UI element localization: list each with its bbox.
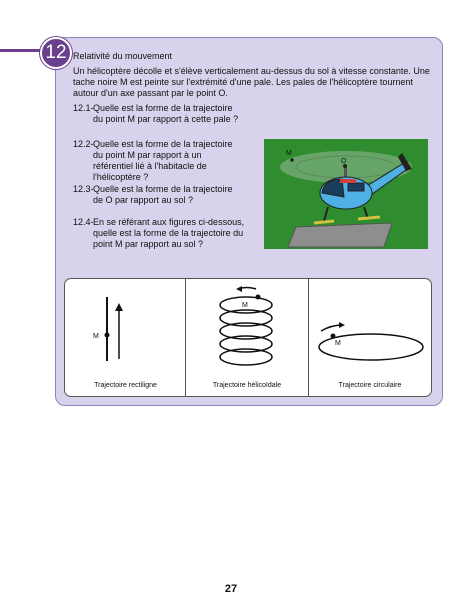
- page-number: 27: [224, 583, 238, 595]
- figure-caption: Trajectoire hélicoïdale: [212, 382, 282, 389]
- point-m-label: M: [242, 302, 248, 309]
- point-m-dot: [256, 295, 261, 300]
- question-rest: du point M par rapport à un référentiel lié à l'habitacle de l'hélicoptère ?: [93, 150, 207, 182]
- helicopter-illustration: [264, 139, 428, 249]
- direction-arrow-head: [115, 303, 123, 311]
- question-label: 12.3-: [73, 184, 94, 194]
- question-label: 12.4-: [73, 217, 94, 227]
- question-line1: Quelle est la forme de la trajectoire: [93, 103, 233, 113]
- question-12-2: [73, 139, 263, 183]
- exercise-intro: Un hélicoptère décolle et s'élève verticalement au-dessus du sol à vitesse constante. Une tache noire M est peinte sur l'extrémité d'une pale. Les pales de l'hélicoptère tournent autour d'un axe passant par le point O.: [73, 66, 430, 98]
- question-label: 12.2-: [73, 139, 94, 149]
- exercise-title: Relativité du mouvement: [73, 51, 173, 61]
- point-m-dot: [331, 334, 336, 339]
- question-line1: Quelle est la forme de la trajectoire: [93, 139, 233, 149]
- rotation-arrow-head: [339, 322, 345, 328]
- rotation-arrow-head: [236, 286, 242, 292]
- question-12-4: [73, 217, 263, 250]
- figure-caption: Trajectoire rectiligne: [94, 382, 157, 389]
- rectilinear-drawing: [65, 279, 186, 379]
- figure-rectilinear: [65, 279, 186, 396]
- question-rest: du point M par rapport à cette pale ?: [93, 114, 239, 124]
- point-m-label: M: [286, 150, 292, 157]
- circular-drawing: [309, 279, 431, 379]
- question-rest: quelle est la forme de la trajectoire du point M par rapport au sol ?: [93, 228, 244, 249]
- question-12-3: [73, 184, 263, 206]
- question-line1: Quelle est la forme de la trajectoire: [93, 184, 233, 194]
- engine-cowling: [340, 179, 356, 183]
- side-window: [348, 183, 364, 191]
- figure-caption: Trajectoire circulaire: [338, 382, 402, 389]
- figure-helical: [186, 279, 308, 396]
- helical-drawing: [186, 279, 308, 379]
- point-m-dot: [290, 158, 293, 161]
- question-label: 12.1-: [73, 103, 94, 113]
- question-line1: En se référant aux figures ci-dessous,: [93, 217, 245, 227]
- point-m-dot: [105, 333, 110, 338]
- figure-circular: [309, 279, 431, 396]
- point-m-label: M: [93, 333, 99, 340]
- exercise-number-badge: 12: [40, 37, 72, 69]
- point-m-label: M: [335, 340, 341, 347]
- question-12-1: [73, 103, 263, 125]
- point-o-label: O: [341, 158, 347, 165]
- trajectory-figures: [64, 278, 432, 397]
- ground-pad: [288, 223, 392, 247]
- question-rest: de O par rapport au sol ?: [93, 195, 194, 205]
